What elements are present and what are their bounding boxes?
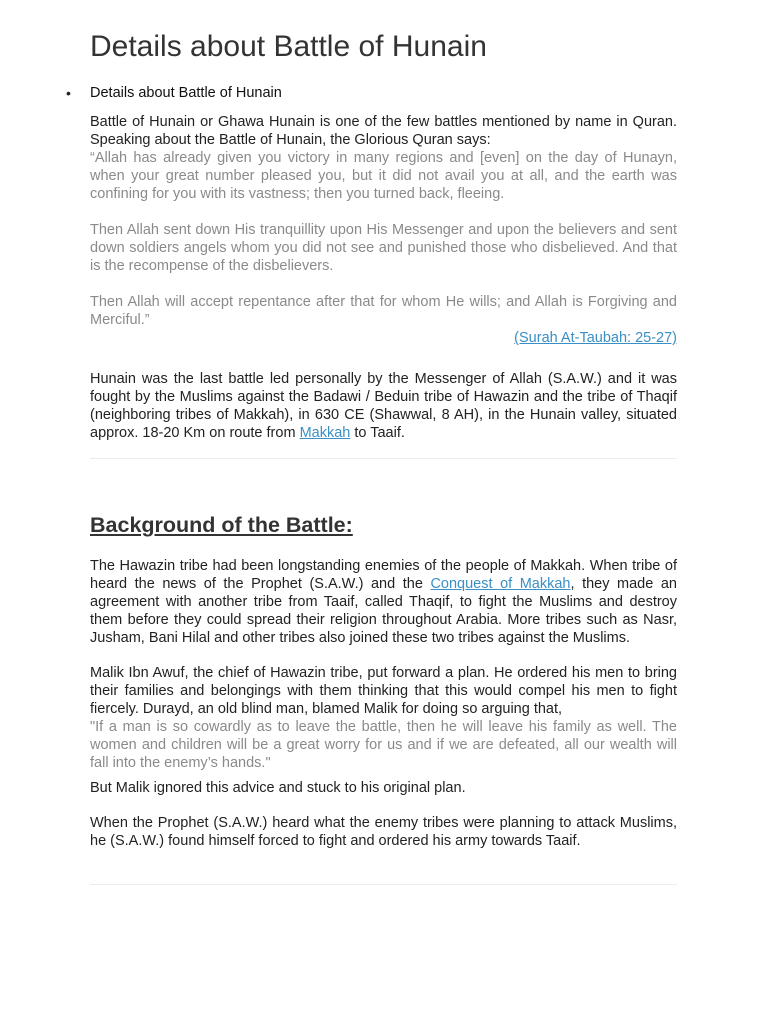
quran-quote-paragraph-3: Then Allah will accept repentance after that for whom He wills; and Allah is Forgiving and Merciful.” [90,294,677,328]
page-title: Details about Battle of Hunain [90,30,487,63]
background-heading-wrap [90,511,677,539]
background-paragraph-1 [90,557,677,647]
hunain-paragraph-text: Hunain was the last battle led personally by the Messenger of Allah (S.A.W.) and it was fought by the Muslims against the Badawi / Beduin tribe of Hawazin and the tribe of Thaqif (neighboring tribes of Makkah), in 630 CE (Shawwal, 8 AH), in the Hunain valley, situated approx. 18-20 Km on route from [90,371,677,441]
section-divider-2 [90,884,677,885]
durayd-quote: "If a man is so cowardly as to leave the battle, then he will leave his family as well. The women and children will be a great worry for us and if we are defeated, all our wealth will fall into the enemy’s hands." [90,719,677,771]
citation-link[interactable]: (Surah At-Taubah: 25-27) [514,330,677,346]
background-p1-text: The Hawazin tribe had been longstanding enemies of the people of Makkah. When tribe of heard the news of the Prophet (S.A.W.) and the [90,558,677,592]
background-paragraph-2: Malik Ibn Awuf, the chief of Hawazin tribe, put forward a plan. He ordered his men to bring their families and belongings with them thinking that this would compel his men to fight fiercely. Durayd, an old blind man, blamed Malik for doing so arguing that, [90,665,677,717]
intro-section [90,113,677,347]
background-paragraph-4: When the Prophet (S.A.W.) heard what the enemy tribes were planning to attack Muslims, he (S.A.W.) found himself forced to fight and ordered his army towards Taaif. [90,815,677,849]
background-p1-rest: , they made an agreement with another tribe from Taaif, called Thaqif, to fight the Muslims and destroy them before they could spread their religion throughout Arabia. More tribes such as Nasr, Jusham, Bani Hilal and other tribes also joined these two tribes against the Muslims. [90,576,677,646]
conquest-of-makkah-link[interactable]: Conquest of Makkah [430,576,571,592]
background-section [90,557,677,850]
quran-quote-paragraph-2: Then Allah sent down His tranquillity upon His Messenger and upon the believers and sent down soldiers angels whom you did not see and punished those who disbelieved. And that is the recompense of the disbelievers. [90,222,677,274]
bullet-list-item [0,83,768,103]
quran-quote-paragraph-1: “Allah has already given you victory in many regions and [even] on the day of Hunayn, when your great number pleased you, but it did not avail you at all, and the earth was confining for you with its vastness; then you turned back, fleeing. [90,150,677,202]
intro-paragraph: Battle of Hunain or Ghawa Hunain is one of the few battles mentioned by name in Quran. Speaking about the Battle of Hunain, the Glorious Quran says: [90,114,677,148]
background-heading: Background of the Battle: [90,513,353,537]
background-paragraph-3: But Malik ignored this advice and stuck to his original plan. [90,780,466,796]
bullet-dot-icon: • [66,85,71,101]
section-divider-1 [90,458,677,459]
hunain-section [90,370,677,442]
hunain-paragraph-end: to Taaif. [354,425,405,441]
makkah-link[interactable]: Makkah [299,425,351,441]
hunain-paragraph [90,370,677,442]
citation-line [90,329,677,347]
bullet-item-text: Details about Battle of Hunain [90,85,282,101]
